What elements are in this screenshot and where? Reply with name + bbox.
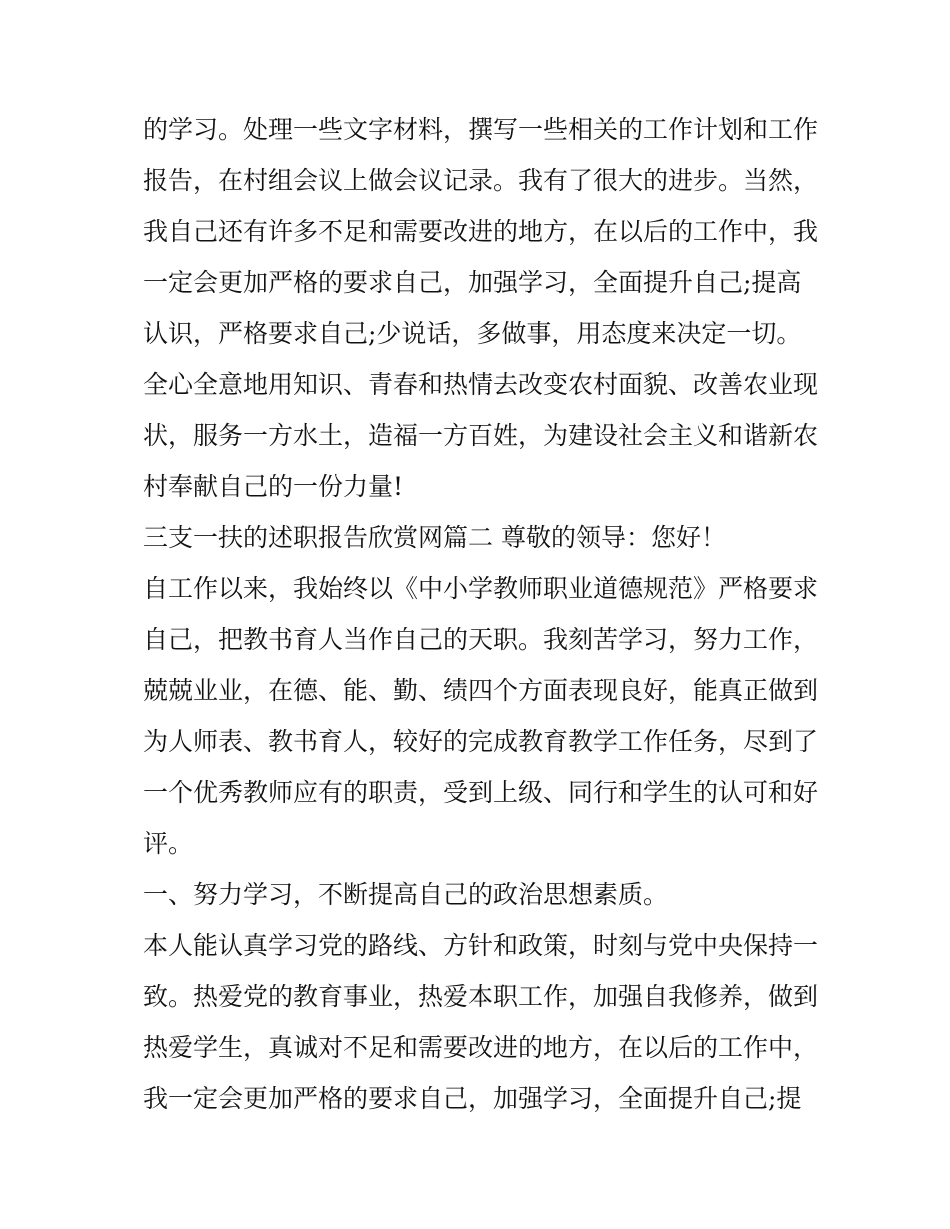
text-line: 认识，严格要求自己;少说话，多做事，用态度来决定一切。 xyxy=(143,319,802,348)
text-line: 热爱学生，真诚对不足和需要改进的地方，在以后的工作中， xyxy=(143,1033,819,1062)
text-line: 我一定会更加严格的要求自己，加强学习，全面提升自己;提 xyxy=(143,1084,802,1113)
text-line: 状，服务一方水土，造福一方百姓，为建设社会主义和谐新农 xyxy=(143,421,819,450)
text-line: 我自己还有许多不足和需要改进的地方，在以后的工作中，我 xyxy=(143,217,819,246)
text-line: 自己，把教书育人当作自己的天职。我刻苦学习，努力工作， xyxy=(143,625,819,654)
text-line: 致。热爱党的教育事业，热爱本职工作，加强自我修养，做到 xyxy=(143,982,819,1011)
text-line: 兢兢业业，在德、能、勤、绩四个方面表现良好，能真正做到 xyxy=(143,676,819,705)
text-line: 自工作以来，我始终以《中小学教师职业道德规范》严格要求 xyxy=(143,574,819,603)
text-line: 为人师表、教书育人，较好的完成教育教学工作任务，尽到了 xyxy=(143,727,819,756)
section-heading-line: 三支一扶的述职报告欣赏网篇二 尊敬的领导：您好！ xyxy=(143,523,726,552)
text-line: 全心全意地用知识、青春和热情去改变农村面貌、改善农业现 xyxy=(143,370,819,399)
text-line: 评。 xyxy=(143,829,194,858)
subheading-line: 一、努力学习，不断提高自己的政治思想素质。 xyxy=(143,880,669,909)
text-line: 一个优秀教师应有的职责，受到上级、同行和学生的认可和好 xyxy=(143,778,819,807)
document-body xyxy=(143,104,823,1124)
text-line: 村奉献自己的一份力量! xyxy=(143,472,404,501)
text-line: 本人能认真学习党的路线、方针和政策，时刻与党中央保持一 xyxy=(143,931,819,960)
text-line: 报告，在村组会议上做会议记录。我有了很大的进步。当然， xyxy=(143,166,819,195)
text-line: 一定会更加严格的要求自己，加强学习，全面提升自己;提高 xyxy=(143,268,802,297)
text-line: 的学习。处理一些文字材料，撰写一些相关的工作计划和工作 xyxy=(143,115,819,144)
